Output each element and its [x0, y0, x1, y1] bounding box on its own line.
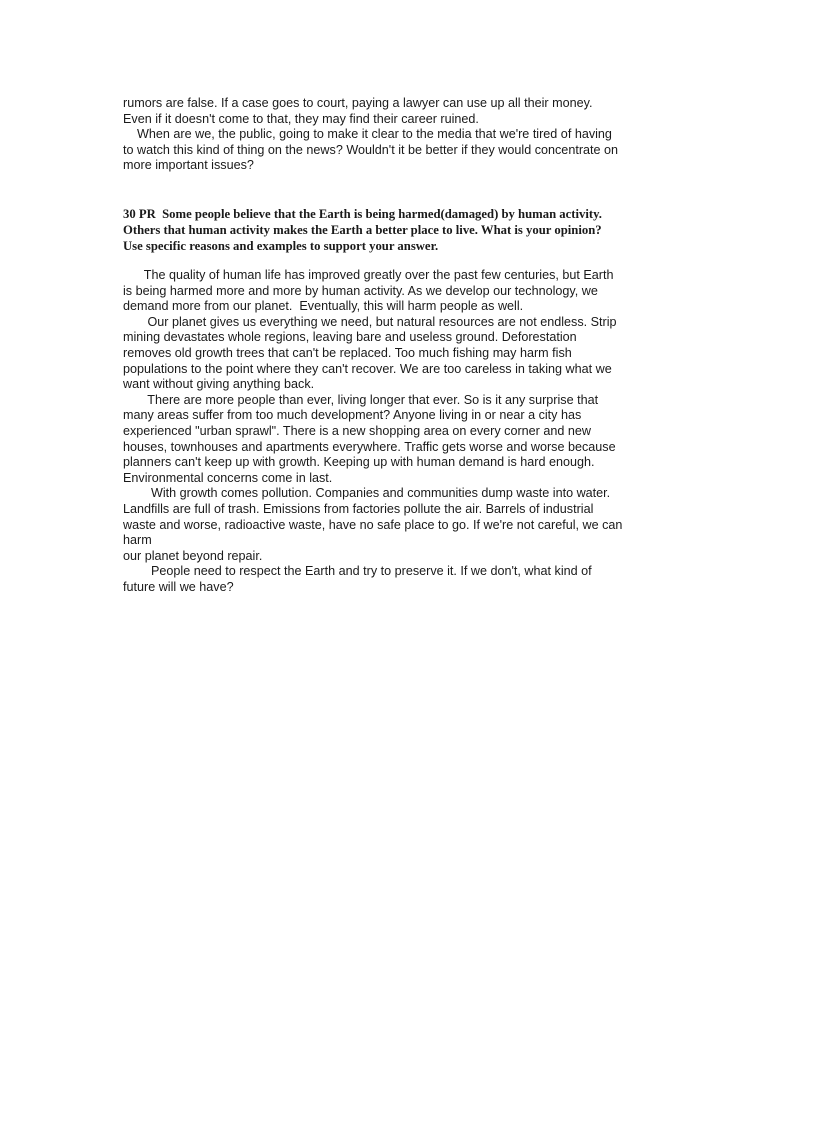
text-line: future will we have?: [123, 579, 234, 594]
text-line: populations to the point where they can't recover. We are too careless in taking what we: [123, 361, 612, 376]
text-line: our planet beyond repair.: [123, 548, 263, 563]
text-line: There are more people than ever, living longer that ever. So is it any surprise that: [123, 392, 599, 407]
text-line: Even if it doesn't come to that, they may find their career ruined.: [123, 111, 479, 126]
text-line: People need to respect the Earth and try to preserve it. If we don't, what kind of: [123, 564, 592, 579]
text-line: houses, townhouses and apartments everywhere. Traffic gets worse and worse because: [123, 439, 616, 454]
previous-essay-ending: [123, 96, 703, 174]
text-line: With growth comes pollution. Companies and communities dump waste into water.: [123, 486, 611, 501]
essay-body: [123, 268, 703, 595]
text-line: want without giving anything back.: [123, 377, 315, 392]
text-line: harm: [123, 533, 152, 548]
heading-line: 30 PR Some people believe that the Earth is being harmed(damaged) by human activity.: [123, 207, 602, 221]
text-line: The quality of human life has improved greatly over the past few centuries, but Earth: [123, 268, 614, 282]
text-line: experienced "urban sprawl". There is a new shopping area on every corner and new: [123, 423, 591, 438]
text-line: waste and worse, radioactive waste, have no safe place to go. If we're not careful, we can: [123, 517, 623, 532]
text-line: mining devastates whole regions, leaving bare and useless ground. Deforestation: [123, 330, 577, 345]
heading-line: Others that human activity makes the Earth a better place to live. What is your opinion?: [123, 223, 602, 237]
essay-question-heading: [123, 206, 723, 254]
text-line: more important issues?: [123, 158, 254, 173]
text-line: demand more from our planet. Eventually, this will harm people as well.: [123, 299, 524, 314]
heading-line: Use specific reasons and examples to support your answer.: [123, 239, 439, 253]
text-line: removes old growth trees that can't be replaced. Too much fishing may harm fish: [123, 345, 572, 360]
text-line: is being harmed more and more by human activity. As we develop our technology, we: [123, 283, 598, 298]
text-line: Environmental concerns come in last.: [123, 470, 333, 485]
text-line: When are we, the public, going to make it clear to the media that we're tired of having: [123, 127, 612, 142]
text-line: to watch this kind of thing on the news? Wouldn't it be better if they would concentrate on: [123, 142, 619, 157]
text-line: many areas suffer from too much development? Anyone living in or near a city has: [123, 408, 582, 423]
text-line: Landfills are full of trash. Emissions from factories pollute the air. Barrels of industrial: [123, 501, 594, 516]
text-line: Our planet gives us everything we need, but natural resources are not endless. Strip: [123, 314, 617, 329]
text-line: planners can't keep up with growth. Keeping up with human demand is hard enough.: [123, 455, 595, 470]
text-line: rumors are false. If a case goes to court, paying a lawyer can use up all their money.: [123, 96, 593, 110]
